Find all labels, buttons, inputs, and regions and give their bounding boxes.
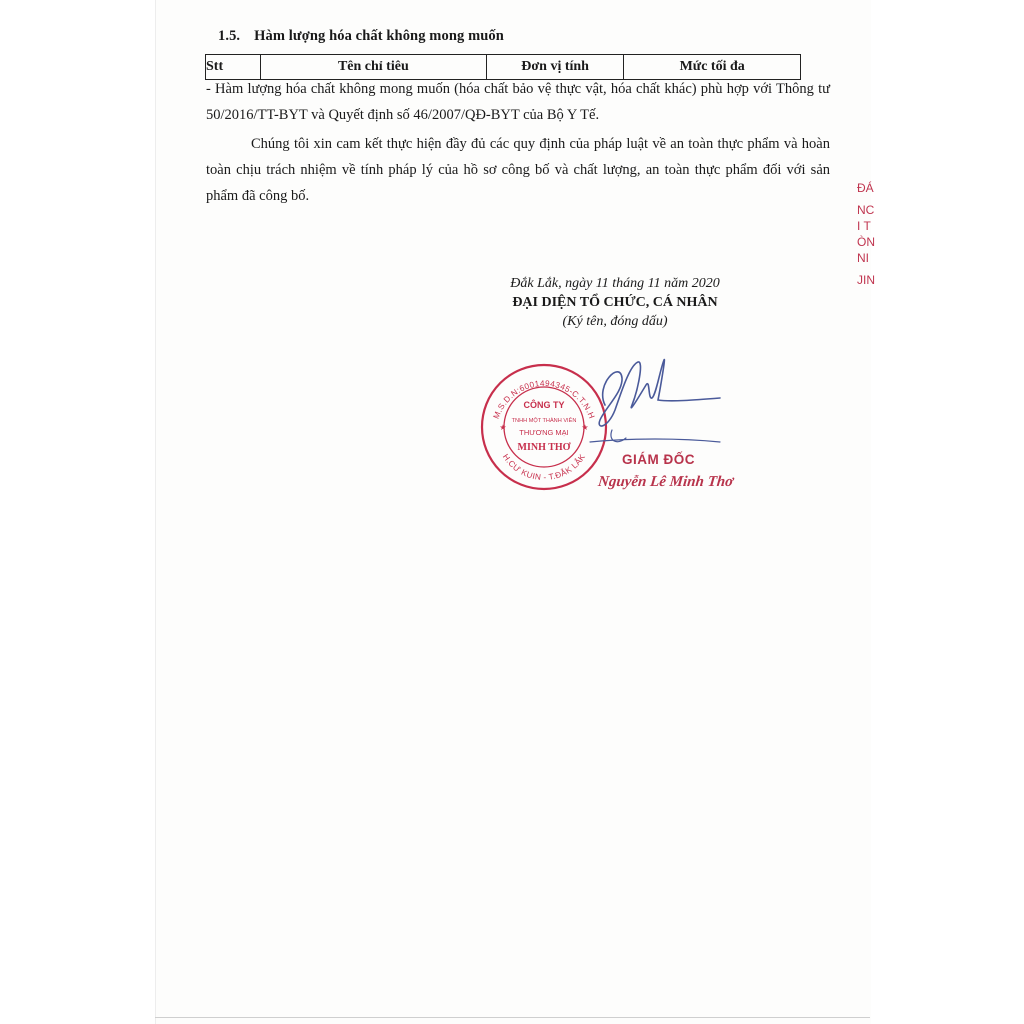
edge-fragment: ÒN bbox=[857, 235, 875, 249]
section-number: 1.5. bbox=[218, 28, 241, 44]
place-date: Đắk Lắk, ngày 11 tháng 11 năm 2020 bbox=[510, 276, 720, 291]
edge-fragment: JIN bbox=[857, 273, 875, 287]
section-title: Hàm lượng hóa chất không mong muốn bbox=[254, 28, 504, 44]
edge-fragment: I T bbox=[857, 219, 871, 233]
edge-fragment: ĐÁ bbox=[857, 181, 874, 195]
representative-label: ĐẠI DIỆN TỔ CHỨC, CÁ NHÂN bbox=[512, 295, 718, 310]
adjacent-page-edge-fragments bbox=[857, 180, 877, 310]
sign-instruction: (Ký tên, đóng dấu) bbox=[562, 314, 668, 329]
stamp-line-company: CÔNG TY bbox=[523, 400, 565, 410]
chemical-compliance-paragraph: - Hàm lượng hóa chất không mong muốn (hóa chất bảo vệ thực vật, hóa chất khác) phù hợp với Thông tư 50/2016/TT-BYT và Quyết định số 46/2007/QĐ-BYT của Bộ Y Tế. bbox=[206, 81, 830, 123]
edge-fragment: NI bbox=[857, 251, 869, 265]
table-header-unit: Đơn vị tính bbox=[486, 55, 623, 80]
handwritten-signature bbox=[560, 350, 730, 460]
director-name: Nguyễn Lê Minh Thơ bbox=[597, 474, 735, 490]
stamp-line-type: TNHH MỘT THÀNH VIÊN bbox=[511, 418, 577, 424]
edge-fragment: NC bbox=[857, 203, 875, 217]
table-header-stt: Stt bbox=[206, 55, 261, 80]
director-title: GIÁM ĐỐC bbox=[622, 452, 695, 467]
table-header-max: Mức tối đa bbox=[624, 55, 801, 80]
commitment-paragraph: Chúng tôi xin cam kết thực hiện đầy đủ các quy định của pháp luật về an toàn thực phẩm và hoàn toàn chịu trách nhiệm về tính pháp lý của hồ sơ công bố và chất lượng, an toàn thực phẩm đối với sản phẩm đã công bố. bbox=[206, 136, 830, 204]
svg-text:★: ★ bbox=[581, 423, 589, 432]
stamp-bottom-text: H.CƯ KUIN - T.ĐẮK LẮK bbox=[500, 452, 588, 483]
stamp-line-trade: THƯƠNG MẠI bbox=[519, 428, 569, 437]
svg-text:★: ★ bbox=[499, 423, 507, 432]
page-bottom-edge bbox=[155, 1017, 870, 1018]
stamp-line-name: MINH THƠ bbox=[517, 442, 571, 453]
signature-block bbox=[495, 275, 735, 331]
section-heading bbox=[218, 28, 504, 45]
stamp-ring-text: M.S.D.N:6001494345-C.T.N.H bbox=[491, 378, 597, 421]
table-header-name: Tên chỉ tiêu bbox=[260, 55, 486, 80]
